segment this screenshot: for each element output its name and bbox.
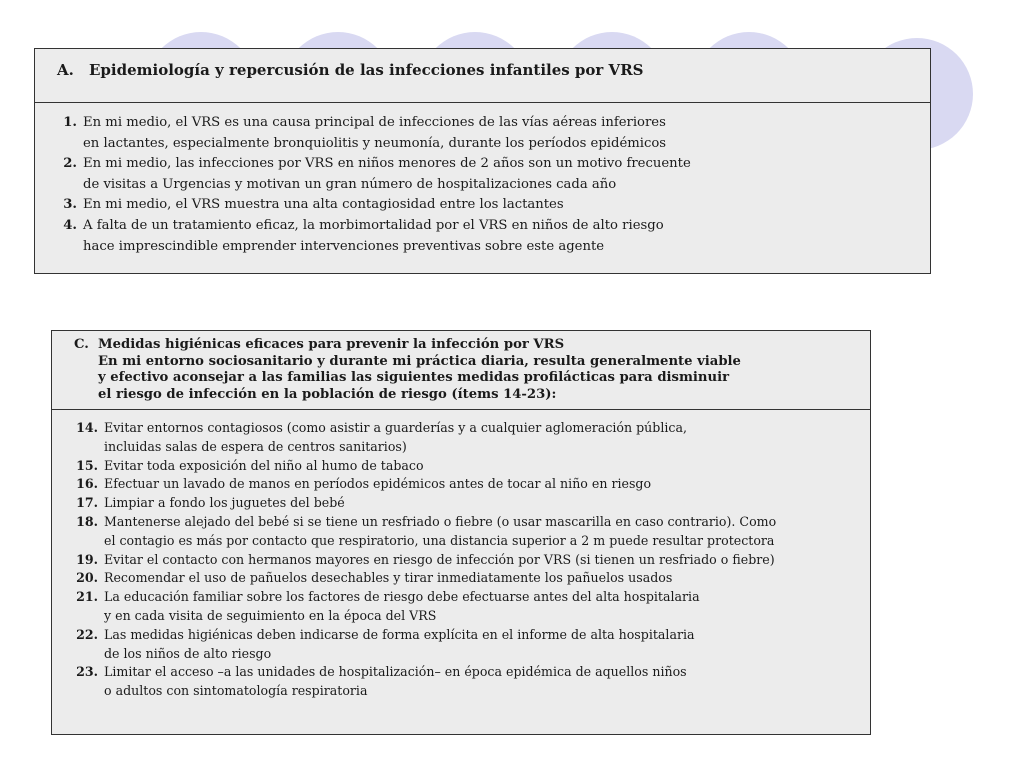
item-text: En mi medio, el VRS muestra una alta contagiosidad entre los lactantes: [83, 197, 564, 213]
item-number: 2.: [63, 156, 77, 172]
section-a-panel: [34, 48, 931, 274]
item-text: Evitar entornos contagiosos (como asistir a guarderías y a cualquier aglomeración pública, incluidas salas de espera de centros sanitarios): [104, 420, 687, 454]
item-text: En mi medio, el VRS es una causa principal de infecciones de las vías aéreas inferiores en lactantes, especialmente bronquiolitis y neumonía, durante los períodos epidémicos: [83, 115, 667, 151]
item-number: 16.: [76, 476, 98, 492]
item-number: 1.: [63, 115, 77, 130]
item-text: Limpiar a fondo los juguetes del bebé: [104, 495, 345, 511]
list-item: [74, 569, 870, 588]
item-number: 20.: [76, 570, 98, 586]
list-item: [57, 216, 930, 257]
list-item: [57, 195, 930, 216]
list-item: [74, 626, 870, 664]
item-number: 4.: [63, 217, 77, 233]
section-c-letter: C.: [74, 337, 89, 352]
section-c-list: [52, 410, 870, 701]
item-number: 18.: [76, 513, 98, 529]
item-number: 15.: [76, 457, 98, 473]
item-text: Recomendar el uso de pañuelos desechables y tirar inmediatamente los pañuelos usados: [104, 570, 673, 586]
list-item: [57, 113, 930, 154]
section-c-panel: [51, 330, 871, 735]
section-a-header: [35, 49, 930, 103]
list-item: [74, 494, 870, 513]
item-text: En mi medio, las infecciones por VRS en niños menores de 2 años son un motivo frecuente de visitas a Urgencias y motivan un gran número de hospitalizaciones cada año: [83, 156, 691, 192]
item-text: Mantenerse alejado del bebé si se tiene un resfriado o fiebre (o usar mascarilla en caso contrario). Como el contagio es más por contacto que respiratorio, una distancia superior a 2 m puede resultar protectora: [104, 513, 777, 548]
item-text: Evitar toda exposición del niño al humo de tabaco: [104, 457, 424, 473]
list-item: [74, 419, 870, 457]
section-a-letter: A.: [57, 61, 74, 79]
item-number: 23.: [76, 664, 98, 680]
list-item: [74, 551, 870, 570]
list-item: [74, 475, 870, 494]
item-number: 22.: [76, 626, 98, 642]
list-item: [74, 588, 870, 626]
list-item: [74, 513, 870, 551]
item-text: A falta de un tratamiento eficaz, la morbimortalidad por el VRS en niños de alto riesgo hace imprescindible emprender intervenciones preventivas sobre este agente: [83, 217, 664, 254]
item-text: Evitar el contacto con hermanos mayores en riesgo de infección por VRS (si tienen un resfriado o fiebre): [104, 551, 775, 567]
list-item: [57, 154, 930, 195]
section-c-header: [52, 331, 870, 410]
item-text: La educación familiar sobre los factores de riesgo debe efectuarse antes del alta hospitalaria y en cada visita de seguimiento en la época del VRS: [104, 589, 700, 623]
item-number: 21.: [76, 589, 98, 605]
item-text: Efectuar un lavado de manos en períodos epidémicos antes de tocar al niño en riesgo: [104, 476, 652, 492]
section-a-list: [35, 103, 930, 257]
list-item: [74, 457, 870, 476]
section-c-title: Medidas higiénicas eficaces para prevenir la infección por VRS En mi entorno sociosanitario y durante mi práctica diaria, resulta generalmente viable y efectivo aconsejar a las familias las siguientes medidas profilácticas para disminuir el riesgo de infección en la población de riesgo (ítems 14-23):: [98, 337, 741, 402]
list-item: [74, 663, 870, 701]
item-number: 14.: [76, 420, 98, 435]
item-number: 19.: [76, 551, 98, 567]
item-text: Limitar el acceso –a las unidades de hospitalización– en época epidémica de aquellos niños o adultos con sintomatología respiratoria: [104, 664, 687, 699]
section-a-title: Epidemiología y repercusión de las infecciones infantiles por VRS: [89, 61, 644, 79]
item-number: 3.: [63, 197, 77, 213]
item-text: Las medidas higiénicas deben indicarse de forma explícita en el informe de alta hospitalaria de los niños de alto riesgo: [104, 626, 695, 661]
item-number: 17.: [76, 495, 98, 511]
